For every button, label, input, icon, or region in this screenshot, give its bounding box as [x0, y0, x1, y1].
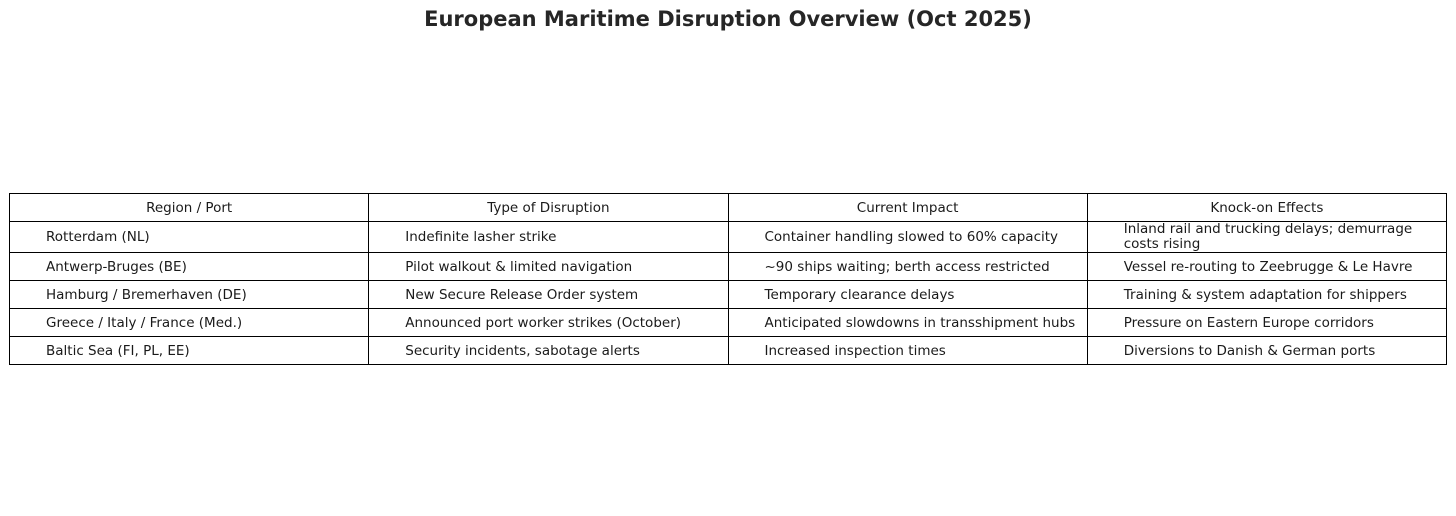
table-cell: Baltic Sea (FI, PL, EE)	[10, 337, 369, 365]
table-cell: Increased inspection times	[728, 337, 1087, 365]
table-cell: Vessel re-routing to Zeebrugge & Le Havre	[1087, 253, 1446, 281]
table-row	[10, 253, 1447, 281]
table-cell: Greece / Italy / France (Med.)	[10, 309, 369, 337]
chart-title: European Maritime Disruption Overview (Oct 2025)	[424, 7, 1032, 31]
table-cell: Hamburg / Bremerhaven (DE)	[10, 281, 369, 309]
table-cell: Indefinite lasher strike	[369, 222, 728, 253]
table-cell: ~90 ships waiting; berth access restricted	[728, 253, 1087, 281]
column-header: Type of Disruption	[369, 194, 728, 222]
column-header: Region / Port	[10, 194, 369, 222]
table-row	[10, 309, 1447, 337]
column-header: Knock-on Effects	[1087, 194, 1446, 222]
table-cell	[1087, 222, 1446, 253]
table-cell: New Secure Release Order system	[369, 281, 728, 309]
table-row	[10, 281, 1447, 309]
table-cell: Pressure on Eastern Europe corridors	[1087, 309, 1446, 337]
table-cell: Diversions to Danish & German ports	[1087, 337, 1446, 365]
table-cell: Container handling slowed to 60% capacity	[728, 222, 1087, 253]
column-header: Current Impact	[728, 194, 1087, 222]
table-cell: Rotterdam (NL)	[10, 222, 369, 253]
table-cell: Temporary clearance delays	[728, 281, 1087, 309]
table-cell: Pilot walkout & limited navigation	[369, 253, 728, 281]
table-cell: Training & system adaptation for shippers	[1087, 281, 1446, 309]
table-cell: Anticipated slowdowns in transshipment hubs	[728, 309, 1087, 337]
table-cell: Antwerp-Bruges (BE)	[10, 253, 369, 281]
disruption-table	[9, 193, 1447, 365]
table-cell: Announced port worker strikes (October)	[369, 309, 728, 337]
table-header-row	[10, 194, 1447, 222]
table-row	[10, 222, 1447, 253]
table-row	[10, 337, 1447, 365]
table-cell-text: Inland rail and trucking delays; demurrage costs rising	[1123, 221, 1413, 252]
table-cell: Security incidents, sabotage alerts	[369, 337, 728, 365]
